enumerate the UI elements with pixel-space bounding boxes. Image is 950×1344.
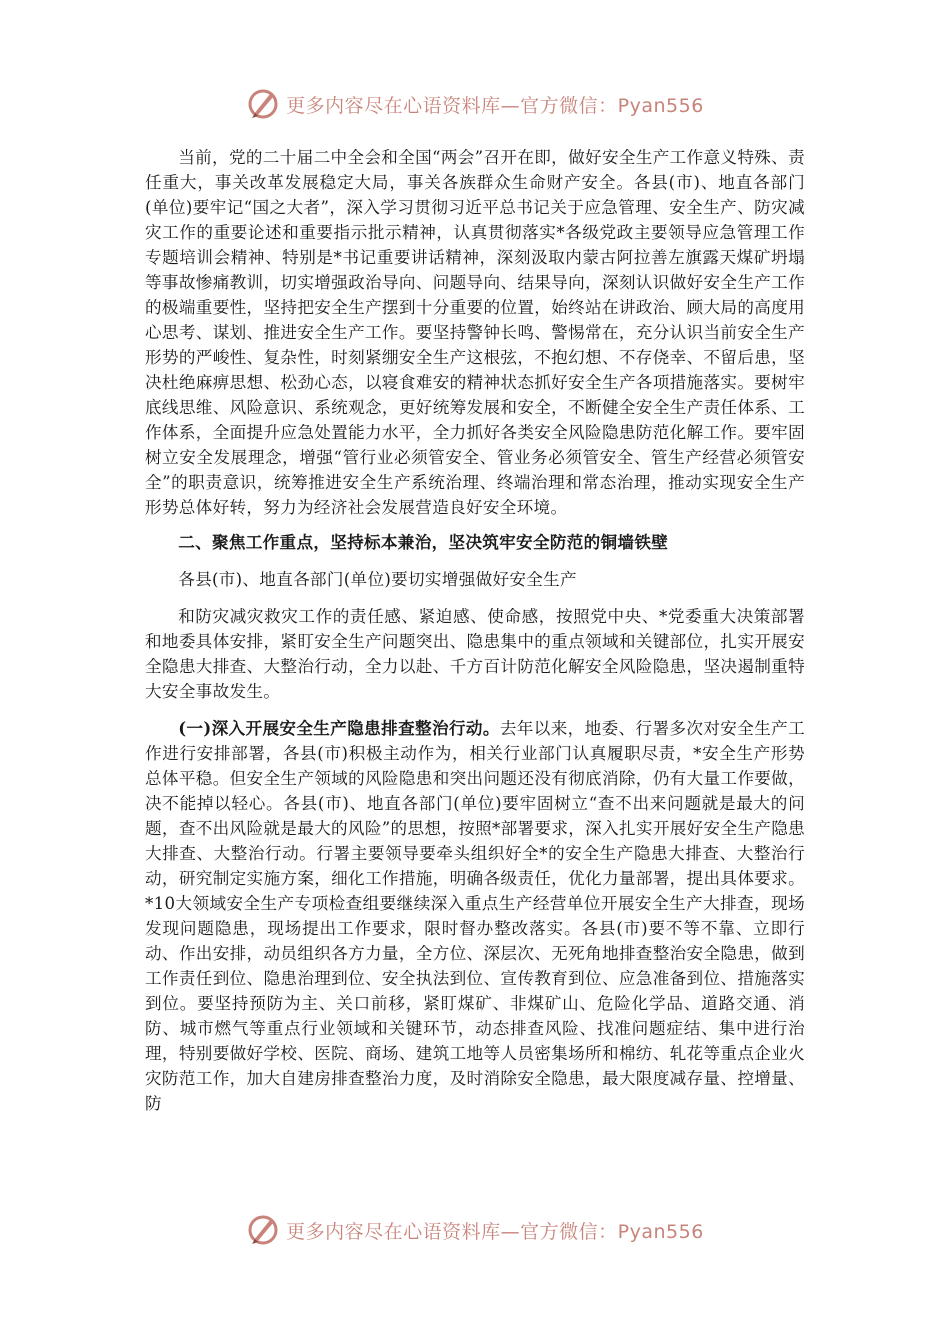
paragraph-short: 各县(市)、地直各部门(单位)要切实增强做好安全生产 <box>178 570 577 589</box>
subsection-1-title: (一)深入开展安全生产隐患排查整治行动。 <box>178 718 500 738</box>
paragraph-subsection-1 <box>145 716 805 1116</box>
watermark-text: 更多内容尽在心语资料库—官方微信：Pyan556 <box>286 94 704 117</box>
subsection-1-text: 去年以来，地委、行署多次对安全生产工作进行安排部署，各县(市)积极主动作为，相关行业部门认真履职尽责，*安全生产形势总体平稳。但安全生产领域的风险隐患和突出问题还没有彻底消除，仍有大量工作要做，决不能掉以轻心。各县(市)、地直各部门(单位)要牢固树立“查不出来问题就是最大的问题，查不出风险就是最大的风险”的思想，按照*部署要求，深入扎实开展好安全生产隐患大排查、大整治行动。行署主要领导要牵头组织好全*的安全生产隐患大排查、大整治行动，研究制定实施方案，细化工作措施，明确各级责任，优化力量部署，提出具体要求。*10大领域安全生产专项检查组要继续深入重点生产经营单位开展安全生产大排查，现场发现问题隐患，现场提出工作要求，限时督办整改落实。各县(市)要不等不靠、立即行动、作出安排，动员组织各方力量，全方位、深层次、无死角地排查整治安全隐患，做到工作责任到位、隐患治理到位、安全执法到位、宣传教育到位、应急准备到位、措施落实到位。要坚持预防为主、关口前移，紧盯煤矿、非煤矿山、危险化学品、道路交通、消防、城市燃气等重点行业领域和关键环节，动态排查风险、找准问题症结、集中进行治理，特别要做好学校、医院、商场、建筑工地等人员密集场所和棉纺、轧花等重点企业火灾防范工作，加大自建房排查整治力度，及时消除安全隐患，最大限度减存量、控增量、防 <box>145 719 805 1113</box>
watermark-banner-bottom <box>0 1210 950 1250</box>
watermark-banner-top <box>0 84 950 124</box>
paragraph-duty: 和防灾减灾救灾工作的责任感、紧迫感、使命感，按照党中央、*党委重大决策部署和地委具体安排，紧盯安全生产问题突出、隐患集中的重点领域和关键部位，扎实开展安全隐患大排查、大整治行动，全力以赴、千方百计防范化解安全风险隐患，坚决遏制重特大安全事故发生。 <box>145 607 805 701</box>
section-heading-2: 二、聚焦工作重点，坚持标本兼治，坚决筑牢安全防范的铜墙铁壁 <box>178 532 669 552</box>
pen-circle-logo-icon <box>246 1213 280 1247</box>
pen-circle-logo-icon <box>246 87 280 121</box>
paragraph-intro: 当前，党的二十届二中全会和全国“两会”召开在即，做好安全生产工作意义特殊、责任重大，事关改革发展稳定大局，事关各族群众生命财产安全。各县(市)、地直各部门(单位)要牢记“国之大者”，深入学习贯彻习近平总书记关于应急管理、安全生产、防灾减灾工作的重要论述和重要指示批示精神，认真贯彻落实*各级党政主要领导应急管理工作专题培训会精神、特别是*书记重要讲话精神，深刻汲取内蒙古阿拉善左旗露天煤矿坍塌等事故惨痛教训，切实增强政治导向、问题导向、结果导向，深刻认识做好安全生产工作的极端重要性，坚持把安全生产摆到十分重要的位置，始终站在讲政治、顾大局的高度用心思考、谋划、推进安全生产工作。要坚持警钟长鸣、警惕常在，充分认识当前安全生产形势的严峻性、复杂性，时刻紧绷安全生产这根弦，不抱幻想、不存侥幸、不留后患，坚决杜绝麻痹思想、松劲心态，以寝食难安的精神状态抓好安全生产各项措施落实。要树牢底线思维、风险意识、系统观念，更好统筹发展和安全，不断健全安全生产责任体系、工作体系，全面提升应急处置能力水平，全力抓好各类安全风险隐患防范化解工作。要牢固树立安全发展理念，增强“管行业必须管安全、管业务必须管安全、管生产经营必须管安全”的职责意识，统筹推进安全生产系统治理、终端治理和常态治理，推动实现安全生产形势总体好转，努力为经济社会发展营造良好安全环境。 <box>145 148 805 517</box>
document-body <box>145 145 805 1116</box>
watermark-text: 更多内容尽在心语资料库—官方微信：Pyan556 <box>286 1220 704 1243</box>
